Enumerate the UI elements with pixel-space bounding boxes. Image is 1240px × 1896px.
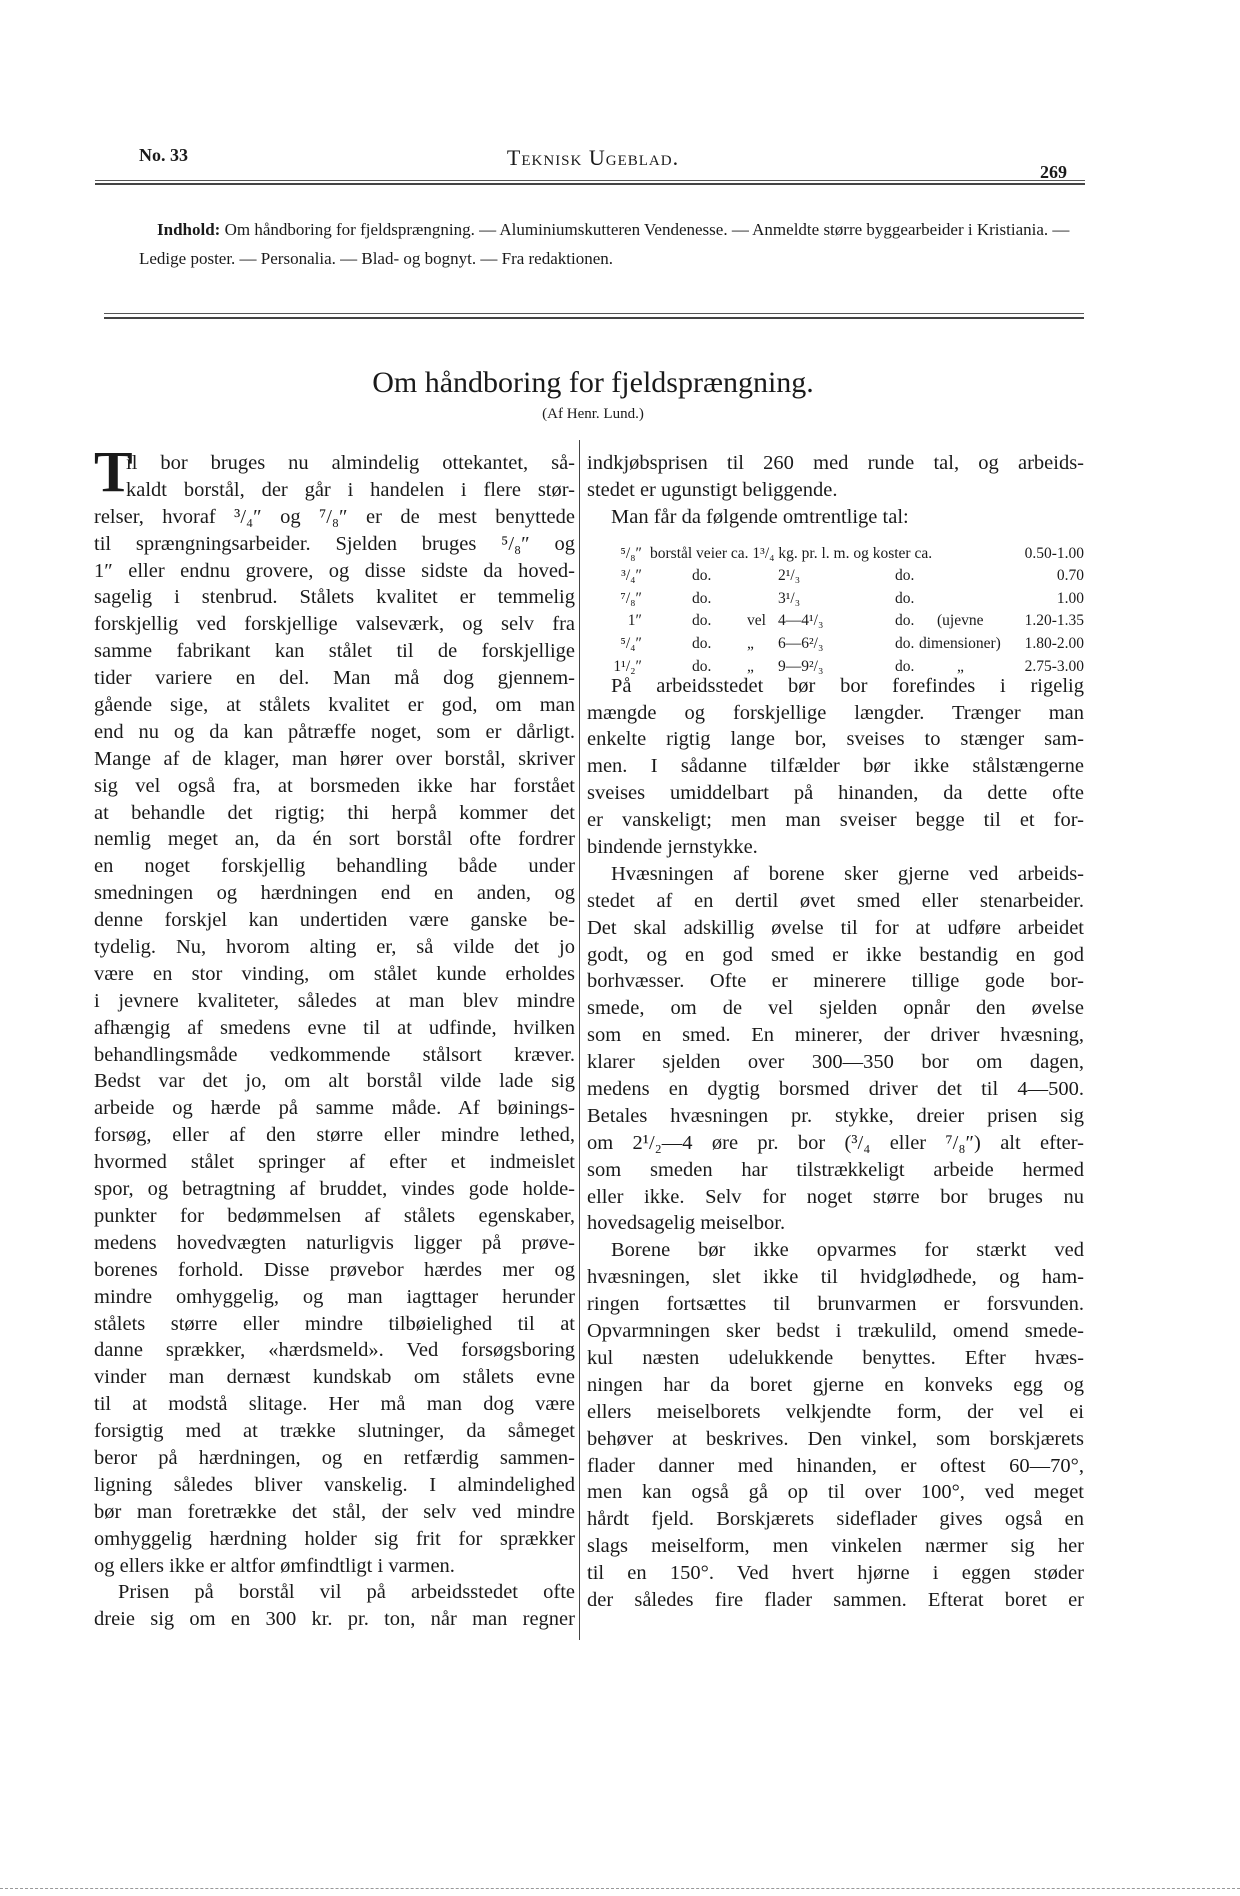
table-row — [587, 633, 1084, 655]
text-line: samme fabrikant kan stålet til de forskjellige — [94, 640, 575, 663]
text-line: Hvæsningen af borene sker gjerne ved arbeids- — [611, 862, 1084, 885]
text-line: borenes forhold. Disse prøvebor hærdes mer og — [94, 1258, 575, 1281]
text-line: bindende jernstykke. — [587, 836, 758, 859]
cell-do2: do. — [895, 635, 915, 653]
text-line: Borene bør ikke opvarmes for stærkt ved — [611, 1239, 1084, 1262]
text-line: end nu og da kan påtræffe noget, som er dårligt. — [94, 720, 575, 743]
text-line: at behandle det rigtig; thi herpå kommer det — [94, 801, 575, 824]
text-line: arbeide og hærde på samme måde. Af bøinings- — [94, 1097, 575, 1120]
cell-note: (ujevne — [937, 612, 984, 630]
text-line: afhængig af smedens evne til at udfinde, hvilken — [94, 1016, 575, 1039]
text-line: sagelig i stenbrud. Stålets kvalitet er temmelig — [94, 586, 575, 609]
text-line: hvormed stålet springer af efter et indmeislet — [94, 1151, 575, 1174]
cell-do2: do. — [895, 657, 915, 675]
text-line: men. I sådanne tilfælder bør ikke stålstængerne — [587, 755, 1084, 778]
text-line: som en smed. En minerer, der driver hvæsning, — [587, 1024, 1084, 1047]
text-line: være en stor vinding, om stålet kunde erholdes — [94, 962, 575, 985]
issue-number: No. 33 — [139, 145, 188, 165]
right-column — [587, 450, 1084, 1614]
text-line: Bedst var det jo, om alt borstål vilde lade sig — [94, 1070, 575, 1093]
text-line: tider variere en del. Man må dog gjennem- — [94, 667, 575, 690]
text-line: omhyggelig hærdning holder sig frit for sprækker — [94, 1527, 575, 1550]
text-line: behøver at beskrives. Den vinkel, som borskjærets — [587, 1427, 1084, 1450]
text-line: er vanskeligt; men man sveiser begge til et for- — [587, 809, 1084, 832]
table-row — [587, 610, 1084, 632]
cell-size: ³/₄″ — [621, 567, 642, 585]
cell-material: borstål veier ca. 1³/₄ kg. pr. l. m. og koster ca. — [650, 544, 933, 562]
cell-amount: 4—4¹/₃ — [778, 612, 824, 630]
cell-material: do. — [692, 612, 712, 630]
text-line: sig vel også fra, at borsmeden ikke har forstået — [94, 774, 575, 797]
cell-lead: „ — [747, 657, 754, 675]
table-row — [587, 543, 1084, 565]
text-line: slags meiselform, men vinkelen nærmer sig her — [587, 1535, 1084, 1558]
table-row — [587, 588, 1084, 610]
text-line: stedet er ugunstigt beliggende. — [587, 478, 838, 501]
text-line: mængde og forskjellige længder. Trænger man — [587, 701, 1084, 724]
cell-price: 2.75-3.00 — [1024, 657, 1084, 675]
table-row — [587, 565, 1084, 587]
cell-material: do. — [692, 635, 712, 653]
cell-do2: do. — [895, 612, 915, 630]
text-line: medens en dygtig borsmed driver det til 4—500. — [587, 1078, 1084, 1101]
cell-size: ⁵/₄″ — [620, 635, 642, 653]
cell-size: ⁵/₈″ — [620, 544, 642, 562]
text-line: medens hovedvægten naturligvis ligger på prøve- — [94, 1231, 575, 1254]
cell-material: do. — [692, 657, 712, 675]
cell-price: 1.20-1.35 — [1024, 612, 1084, 630]
cell-amount: 6—6²/₃ — [778, 635, 824, 653]
page-edge — [0, 1888, 1240, 1889]
text-line: behandlingsmåde vedkommende stålsort kræver. — [94, 1043, 575, 1066]
drop-cap: T — [94, 439, 133, 504]
text-line: stålets større eller mindre tilbøielighed til at — [94, 1312, 575, 1335]
contents-rule — [104, 313, 1084, 314]
text-line: danne sprækker, «hærdsmeld». Ved forsøgsboring — [94, 1339, 575, 1362]
text-line: Opvarmningen sker bedst i trækulild, omend smede- — [587, 1320, 1084, 1343]
text-line: relser, hvoraf ³/₄″ og ⁷/₈″ er de mest benyttede — [94, 505, 575, 528]
text-line: vinder man dernæst kundskab om stålets evne — [94, 1366, 575, 1389]
cell-amount: 2¹/₃ — [778, 567, 801, 585]
text-line: borhvæsser. Ofte er minerere tillige gode bor- — [587, 970, 1084, 993]
text-line: hårdt fjeld. Borskjærets sideflader gives også en — [587, 1508, 1084, 1531]
text-line: indkjøbsprisen til 260 med runde tal, og arbeids- — [587, 452, 1084, 474]
text-line: ningen har da boret gjerne en konveks egg og — [587, 1373, 1084, 1396]
cell-size: ⁷/₈″ — [620, 589, 642, 607]
cell-price: 0.50-1.00 — [1024, 544, 1084, 562]
text-line: Man får da følgende omtrentlige tal: — [611, 505, 909, 528]
article-title: Om håndboring for fjeldsprængning. — [372, 366, 814, 399]
text-line: kaldt borstål, der går i handelen i flere stør- — [126, 478, 575, 501]
page-number: 269 — [1040, 162, 1067, 182]
text-line: dreie sig om en 300 kr. pr. ton, når man regner — [94, 1608, 575, 1631]
text-line: i jevnere kvaliteter, således at man blev mindre — [94, 989, 575, 1012]
text-line: mindre omhyggelig, og man iagttager herunder — [94, 1285, 575, 1308]
cell-price: 0.70 — [1056, 567, 1084, 585]
text-line: om 2¹/₂—4 øre pr. bor (³/₄ eller ⁷/₈″) alt efter- — [587, 1131, 1084, 1154]
text-line: kul næsten udelukkende benyttes. Efter hvæs- — [587, 1346, 1084, 1369]
cell-note: „ — [957, 657, 964, 675]
cell-do2: do. — [895, 589, 915, 607]
text-line: smedningen og hærdningen end en anden, og — [94, 882, 575, 905]
cell-size: 1¹/₂″ — [613, 657, 642, 675]
text-line: denne forskjel kan undertiden være ganske be- — [94, 909, 575, 932]
cell-material: do. — [692, 589, 712, 607]
text-line: godt, og en god smed er ikke bestandig en god — [587, 943, 1084, 966]
text-line: punkter for bedømmelsen af stålets egenskaber, — [94, 1204, 575, 1227]
text-line: til sprængningsarbeider. Sjelden bruges ⁵/₈″ og — [94, 532, 575, 555]
text-line: sveises umiddelbart på hinanden, da dette ofte — [587, 782, 1084, 805]
text-line: en noget forskjellig behandling både under — [94, 855, 575, 878]
text-line: hvæsningen, slet ikke til hvidglødhede, og ham- — [587, 1266, 1084, 1289]
cell-lead: „ — [747, 635, 754, 653]
table-of-contents — [139, 215, 1089, 273]
text-line: Det skal adskillig øvelse til for at udføre arbeidet — [587, 916, 1084, 939]
header-rule — [95, 180, 1085, 181]
text-line: il bor bruges nu almindelig ottekantet, så- — [126, 452, 575, 474]
cell-note: dimensioner) — [919, 635, 1001, 653]
text-line: 1″ eller endnu grovere, og disse sidste da hoved- — [94, 559, 575, 582]
cell-do2: do. — [895, 567, 915, 585]
text-line: spor, og betragtning af bruddet, vindes gode holde- — [94, 1178, 575, 1201]
article-byline: (Af Henr. Lund.) — [542, 406, 644, 422]
text-line: ellers meiselborets velkjendte form, der vel ei — [587, 1400, 1084, 1423]
contents-label: Indhold: — [157, 220, 221, 239]
table-row — [587, 656, 1084, 678]
text-line: Betales hvæsningen pr. stykke, dreier prisen sig — [587, 1104, 1084, 1127]
text-line: gående sige, at stålets kvalitet er god, om man — [94, 694, 575, 717]
text-line: enkelte rigtig lange bor, sveises to stænger sam- — [587, 728, 1084, 751]
text-line: nemlig meget an, da én sort borstål ofte fordrer — [94, 828, 575, 851]
text-line: til at modstå slitage. Her må man dog være — [94, 1393, 575, 1416]
text-line: til en 150°. Ved hvert hjørne i eggen støder — [587, 1562, 1084, 1585]
journal-title: Teknisk Ugeblad. — [506, 145, 680, 170]
right-intro — [587, 450, 1084, 531]
text-line: forskjellig ved forskjellige valseværk, og selv fra — [94, 613, 575, 636]
text-line: flader danner med hinanden, er oftest 60—70°, — [587, 1454, 1084, 1477]
text-line: På arbeidsstedet bør bor forefindes i rigelig — [611, 674, 1084, 697]
cell-material: do. — [692, 567, 712, 585]
text-line: bør man foretrække det stål, der selv ved mindre — [94, 1500, 575, 1523]
contents-text: Om håndboring for fjeldsprængning. — Aluminiumskutteren Vendenesse. — Anmeldte større byggearbeider i Kristiania. — Ledige poster. — Personalia. — Blad- og bognyt. — Fra redaktionen. — [139, 220, 1070, 268]
header-rule-double — [95, 183, 1085, 185]
text-line: klarer sjelden over 300—350 bor om dagen, — [587, 1051, 1084, 1074]
cell-price: 1.80-2.00 — [1024, 635, 1084, 653]
cell-size: 1″ — [627, 612, 642, 630]
text-line: som smeden har tilstrækkeligt arbeide hermed — [587, 1158, 1084, 1181]
text-line: Mange af de klager, man hører over borstål, skriver — [94, 747, 575, 770]
cell-amount: 9—9²/₃ — [778, 657, 824, 675]
cell-price: 1.00 — [1056, 589, 1084, 607]
contents-rule-double — [104, 317, 1084, 319]
text-line: forsigtig med at trække slutninger, da såmeget — [94, 1420, 575, 1443]
text-line: stedet af en dertil øvet smed eller stenarbeider. — [587, 889, 1084, 912]
text-line: ligning således bliver vanskelig. I almindelighed — [94, 1473, 575, 1496]
text-line: men kan også gå op til over 100°, ved meget — [587, 1481, 1084, 1504]
left-column — [94, 450, 575, 1633]
text-line: eller ikke. Selv for noget større bor bruges nu — [587, 1185, 1084, 1208]
text-line: tydelig. Nu, hvorom alting er, så vilde det jo — [94, 936, 575, 959]
text-line: der således fire flader sammen. Efterat boret er — [587, 1588, 1084, 1611]
text-line: beror på hærdningen, og en retfærdig sammen- — [94, 1446, 575, 1469]
text-line: Prisen på borstål vil på arbeidsstedet ofte — [118, 1581, 575, 1604]
column-divider — [579, 440, 580, 1640]
cell-lead: vel — [747, 612, 766, 630]
text-line: smede, om de vel sjelden opnår den øvelse — [587, 997, 1084, 1020]
text-line: forsøg, eller af den større eller mindre lethed, — [94, 1124, 575, 1147]
right-body — [587, 673, 1084, 1614]
text-line: hovedsagelig meiselbor. — [587, 1212, 786, 1235]
cell-amount: 3¹/₃ — [778, 589, 801, 607]
text-line: ringen fortsættes til brunvarmen er forsvunden. — [587, 1293, 1084, 1316]
text-line: og ellers ikke er altfor ømfindtligt i varmen. — [94, 1554, 455, 1577]
price-table — [587, 531, 1084, 673]
